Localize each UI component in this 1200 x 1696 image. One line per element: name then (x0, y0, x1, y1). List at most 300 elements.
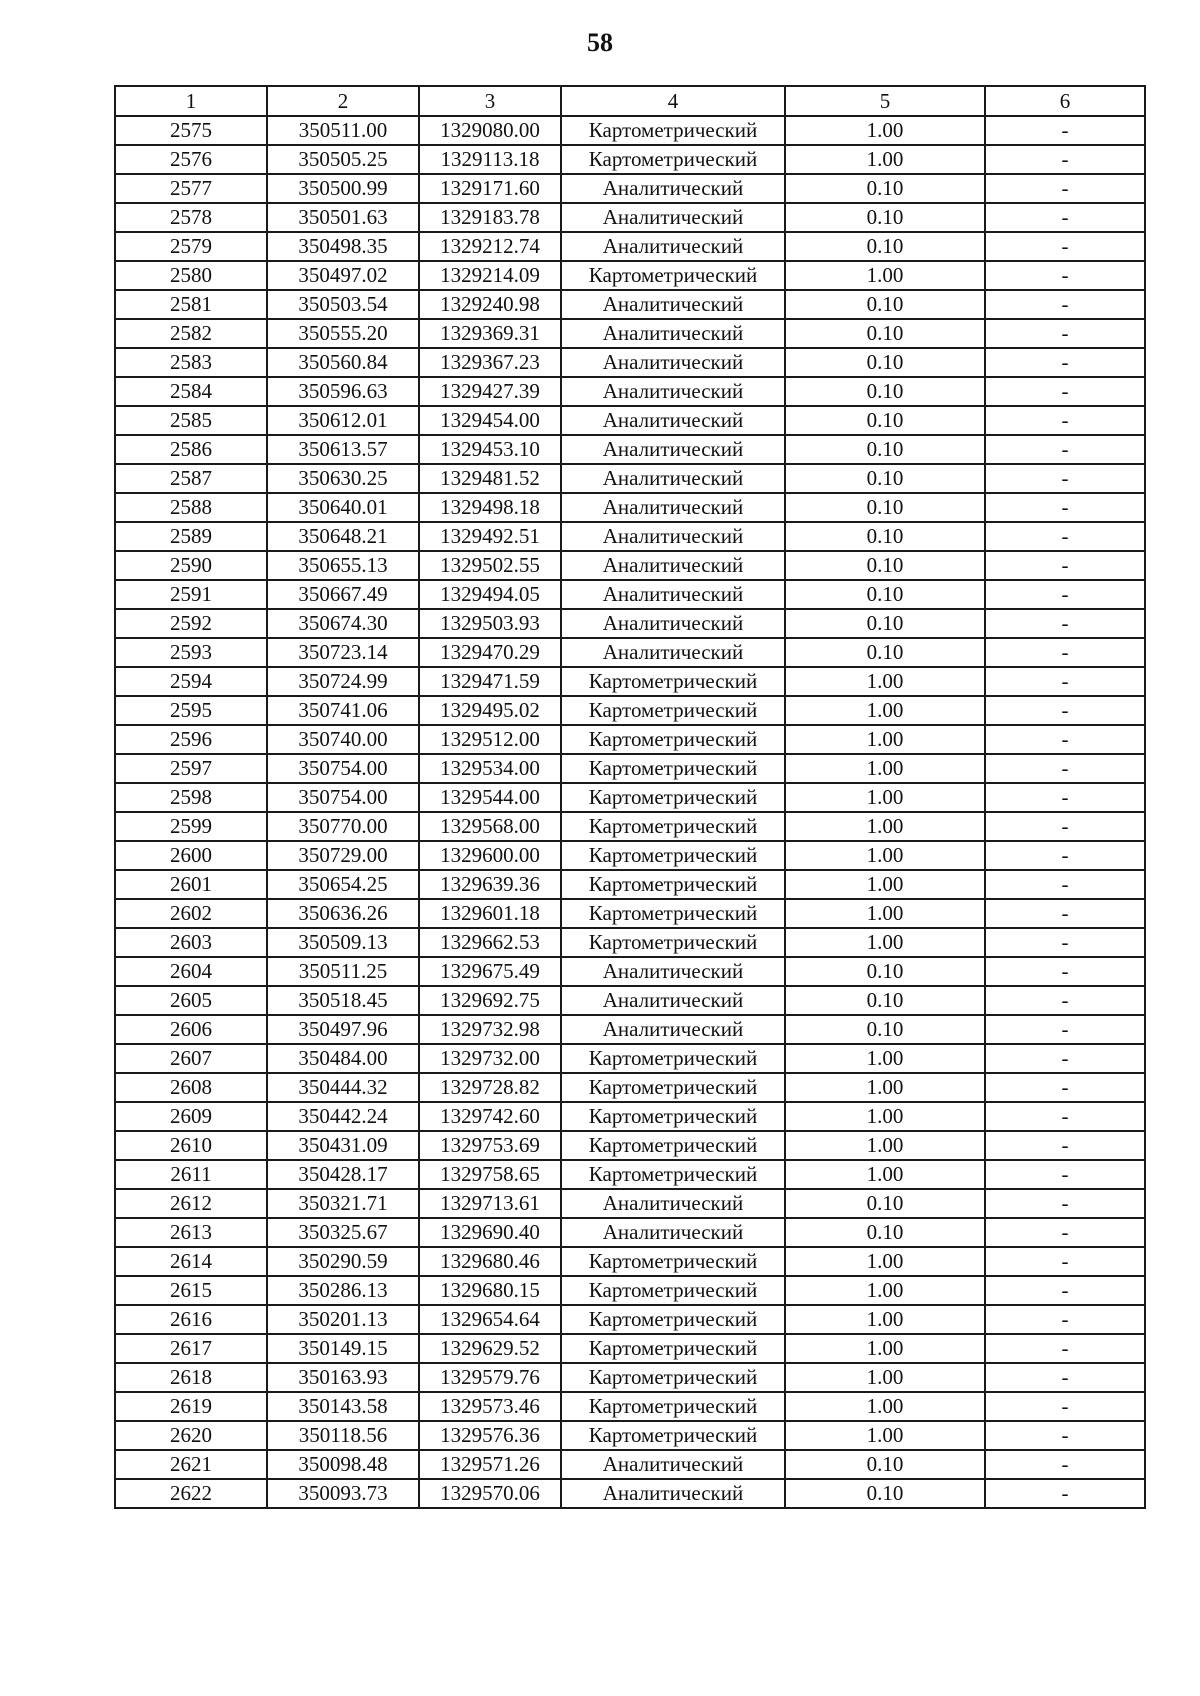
y-coordinate-cell: 1329212.74 (419, 232, 561, 261)
x-coordinate-cell: 350143.58 (267, 1392, 419, 1421)
y-coordinate-cell: 1329571.26 (419, 1450, 561, 1479)
point-number-cell: 2613 (115, 1218, 267, 1247)
x-coordinate-cell: 350321.71 (267, 1189, 419, 1218)
y-coordinate-cell: 1329214.09 (419, 261, 561, 290)
x-coordinate-cell: 350201.13 (267, 1305, 419, 1334)
y-coordinate-cell: 1329690.40 (419, 1218, 561, 1247)
table-row (115, 580, 1145, 609)
note-cell: - (985, 1479, 1145, 1508)
method-cell: Картометрический (561, 1363, 785, 1392)
point-number-cell: 2575 (115, 116, 267, 145)
table-row (115, 493, 1145, 522)
point-number-cell: 2603 (115, 928, 267, 957)
y-coordinate-cell: 1329495.02 (419, 696, 561, 725)
point-number-cell: 2581 (115, 290, 267, 319)
x-coordinate-cell: 350667.49 (267, 580, 419, 609)
point-number-cell: 2602 (115, 899, 267, 928)
table-row (115, 406, 1145, 435)
point-number-cell: 2578 (115, 203, 267, 232)
accuracy-cell: 1.00 (785, 754, 985, 783)
method-cell: Картометрический (561, 261, 785, 290)
table-row (115, 1334, 1145, 1363)
note-cell: - (985, 319, 1145, 348)
x-coordinate-cell: 350612.01 (267, 406, 419, 435)
method-cell: Картометрический (561, 754, 785, 783)
accuracy-cell: 0.10 (785, 580, 985, 609)
table-row (115, 1218, 1145, 1247)
y-coordinate-cell: 1329692.75 (419, 986, 561, 1015)
note-cell: - (985, 1450, 1145, 1479)
accuracy-cell: 0.10 (785, 464, 985, 493)
method-cell: Аналитический (561, 1450, 785, 1479)
method-cell: Картометрический (561, 928, 785, 957)
x-coordinate-cell: 350636.26 (267, 899, 419, 928)
x-coordinate-cell: 350163.93 (267, 1363, 419, 1392)
point-number-cell: 2598 (115, 783, 267, 812)
table-row (115, 1247, 1145, 1276)
point-number-cell: 2611 (115, 1160, 267, 1189)
table-row (115, 812, 1145, 841)
point-number-cell: 2621 (115, 1450, 267, 1479)
method-cell: Картометрический (561, 145, 785, 174)
point-number-cell: 2620 (115, 1421, 267, 1450)
method-cell: Аналитический (561, 493, 785, 522)
y-coordinate-cell: 1329728.82 (419, 1073, 561, 1102)
note-cell: - (985, 1131, 1145, 1160)
y-coordinate-cell: 1329367.23 (419, 348, 561, 377)
accuracy-cell: 1.00 (785, 841, 985, 870)
table-row (115, 435, 1145, 464)
note-cell: - (985, 609, 1145, 638)
table-row (115, 290, 1145, 319)
y-coordinate-cell: 1329454.00 (419, 406, 561, 435)
accuracy-cell: 1.00 (785, 696, 985, 725)
point-number-cell: 2589 (115, 522, 267, 551)
method-cell: Аналитический (561, 203, 785, 232)
table-row (115, 870, 1145, 899)
x-coordinate-cell: 350723.14 (267, 638, 419, 667)
note-cell: - (985, 1015, 1145, 1044)
accuracy-cell: 1.00 (785, 116, 985, 145)
note-cell: - (985, 1334, 1145, 1363)
table-row (115, 783, 1145, 812)
note-cell: - (985, 841, 1145, 870)
method-cell: Картометрический (561, 1160, 785, 1189)
x-coordinate-cell: 350484.00 (267, 1044, 419, 1073)
table-row (115, 348, 1145, 377)
note-cell: - (985, 1363, 1145, 1392)
x-coordinate-cell: 350509.13 (267, 928, 419, 957)
accuracy-cell: 1.00 (785, 899, 985, 928)
method-cell: Аналитический (561, 580, 785, 609)
y-coordinate-cell: 1329453.10 (419, 435, 561, 464)
header-cell: 6 (985, 86, 1145, 116)
table-row (115, 1189, 1145, 1218)
table-row (115, 899, 1145, 928)
y-coordinate-cell: 1329494.05 (419, 580, 561, 609)
y-coordinate-cell: 1329732.00 (419, 1044, 561, 1073)
x-coordinate-cell: 350518.45 (267, 986, 419, 1015)
point-number-cell: 2579 (115, 232, 267, 261)
x-coordinate-cell: 350442.24 (267, 1102, 419, 1131)
table-row (115, 696, 1145, 725)
y-coordinate-cell: 1329080.00 (419, 116, 561, 145)
table-row (115, 1450, 1145, 1479)
table-row (115, 116, 1145, 145)
table-row (115, 928, 1145, 957)
point-number-cell: 2596 (115, 725, 267, 754)
note-cell: - (985, 1305, 1145, 1334)
header-cell: 3 (419, 86, 561, 116)
y-coordinate-cell: 1329240.98 (419, 290, 561, 319)
note-cell: - (985, 145, 1145, 174)
point-number-cell: 2615 (115, 1276, 267, 1305)
point-number-cell: 2601 (115, 870, 267, 899)
accuracy-cell: 1.00 (785, 667, 985, 696)
x-coordinate-cell: 350118.56 (267, 1421, 419, 1450)
x-coordinate-cell: 350149.15 (267, 1334, 419, 1363)
accuracy-cell: 1.00 (785, 812, 985, 841)
method-cell: Картометрический (561, 783, 785, 812)
point-number-cell: 2586 (115, 435, 267, 464)
header-cell: 2 (267, 86, 419, 116)
table-row (115, 1276, 1145, 1305)
point-number-cell: 2591 (115, 580, 267, 609)
x-coordinate-cell: 350500.99 (267, 174, 419, 203)
table-row (115, 551, 1145, 580)
table-row (115, 1392, 1145, 1421)
method-cell: Картометрический (561, 1131, 785, 1160)
y-coordinate-cell: 1329639.36 (419, 870, 561, 899)
accuracy-cell: 0.10 (785, 203, 985, 232)
point-number-cell: 2592 (115, 609, 267, 638)
accuracy-cell: 1.00 (785, 1073, 985, 1102)
accuracy-cell: 1.00 (785, 725, 985, 754)
accuracy-cell: 0.10 (785, 319, 985, 348)
accuracy-cell: 1.00 (785, 783, 985, 812)
x-coordinate-cell: 350654.25 (267, 870, 419, 899)
method-cell: Аналитический (561, 174, 785, 203)
table-body (115, 116, 1145, 1508)
table-row (115, 261, 1145, 290)
x-coordinate-cell: 350740.00 (267, 725, 419, 754)
accuracy-cell: 0.10 (785, 1015, 985, 1044)
method-cell: Картометрический (561, 812, 785, 841)
x-coordinate-cell: 350655.13 (267, 551, 419, 580)
y-coordinate-cell: 1329471.59 (419, 667, 561, 696)
point-number-cell: 2610 (115, 1131, 267, 1160)
accuracy-cell: 0.10 (785, 1479, 985, 1508)
method-cell: Картометрический (561, 1073, 785, 1102)
note-cell: - (985, 899, 1145, 928)
y-coordinate-cell: 1329753.69 (419, 1131, 561, 1160)
point-number-cell: 2599 (115, 812, 267, 841)
point-number-cell: 2616 (115, 1305, 267, 1334)
x-coordinate-cell: 350555.20 (267, 319, 419, 348)
point-number-cell: 2588 (115, 493, 267, 522)
method-cell: Картометрический (561, 667, 785, 696)
note-cell: - (985, 638, 1145, 667)
point-number-cell: 2614 (115, 1247, 267, 1276)
table-row (115, 464, 1145, 493)
accuracy-cell: 1.00 (785, 1131, 985, 1160)
accuracy-cell: 0.10 (785, 551, 985, 580)
y-coordinate-cell: 1329675.49 (419, 957, 561, 986)
accuracy-cell: 0.10 (785, 1189, 985, 1218)
note-cell: - (985, 928, 1145, 957)
y-coordinate-cell: 1329171.60 (419, 174, 561, 203)
header-cell: 5 (785, 86, 985, 116)
x-coordinate-cell: 350630.25 (267, 464, 419, 493)
accuracy-cell: 0.10 (785, 435, 985, 464)
method-cell: Картометрический (561, 1044, 785, 1073)
x-coordinate-cell: 350325.67 (267, 1218, 419, 1247)
point-number-cell: 2580 (115, 261, 267, 290)
y-coordinate-cell: 1329502.55 (419, 551, 561, 580)
note-cell: - (985, 435, 1145, 464)
method-cell: Аналитический (561, 1218, 785, 1247)
x-coordinate-cell: 350754.00 (267, 754, 419, 783)
note-cell: - (985, 667, 1145, 696)
x-coordinate-cell: 350290.59 (267, 1247, 419, 1276)
point-number-cell: 2622 (115, 1479, 267, 1508)
method-cell: Аналитический (561, 377, 785, 406)
accuracy-cell: 0.10 (785, 406, 985, 435)
table-row (115, 145, 1145, 174)
note-cell: - (985, 1421, 1145, 1450)
method-cell: Картометрический (561, 1305, 785, 1334)
method-cell: Аналитический (561, 348, 785, 377)
point-number-cell: 2617 (115, 1334, 267, 1363)
method-cell: Картометрический (561, 1247, 785, 1276)
note-cell: - (985, 261, 1145, 290)
x-coordinate-cell: 350503.54 (267, 290, 419, 319)
header-cell: 4 (561, 86, 785, 116)
point-number-cell: 2597 (115, 754, 267, 783)
method-cell: Картометрический (561, 696, 785, 725)
x-coordinate-cell: 350648.21 (267, 522, 419, 551)
point-number-cell: 2608 (115, 1073, 267, 1102)
x-coordinate-cell: 350729.00 (267, 841, 419, 870)
accuracy-cell: 1.00 (785, 145, 985, 174)
y-coordinate-cell: 1329534.00 (419, 754, 561, 783)
table-row (115, 841, 1145, 870)
x-coordinate-cell: 350431.09 (267, 1131, 419, 1160)
x-coordinate-cell: 350741.06 (267, 696, 419, 725)
x-coordinate-cell: 350754.00 (267, 783, 419, 812)
point-number-cell: 2587 (115, 464, 267, 493)
note-cell: - (985, 116, 1145, 145)
note-cell: - (985, 406, 1145, 435)
note-cell: - (985, 232, 1145, 261)
x-coordinate-cell: 350501.63 (267, 203, 419, 232)
method-cell: Картометрический (561, 841, 785, 870)
y-coordinate-cell: 1329498.18 (419, 493, 561, 522)
y-coordinate-cell: 1329503.93 (419, 609, 561, 638)
table-row (115, 377, 1145, 406)
method-cell: Картометрический (561, 1334, 785, 1363)
accuracy-cell: 1.00 (785, 1160, 985, 1189)
note-cell: - (985, 957, 1145, 986)
note-cell: - (985, 783, 1145, 812)
y-coordinate-cell: 1329570.06 (419, 1479, 561, 1508)
method-cell: Аналитический (561, 638, 785, 667)
point-number-cell: 2604 (115, 957, 267, 986)
x-coordinate-cell: 350724.99 (267, 667, 419, 696)
y-coordinate-cell: 1329573.46 (419, 1392, 561, 1421)
x-coordinate-cell: 350674.30 (267, 609, 419, 638)
note-cell: - (985, 696, 1145, 725)
accuracy-cell: 1.00 (785, 1392, 985, 1421)
x-coordinate-cell: 350596.63 (267, 377, 419, 406)
method-cell: Аналитический (561, 957, 785, 986)
note-cell: - (985, 348, 1145, 377)
point-number-cell: 2593 (115, 638, 267, 667)
x-coordinate-cell: 350560.84 (267, 348, 419, 377)
note-cell: - (985, 1044, 1145, 1073)
table-row (115, 667, 1145, 696)
point-number-cell: 2618 (115, 1363, 267, 1392)
point-number-cell: 2605 (115, 986, 267, 1015)
note-cell: - (985, 1392, 1145, 1421)
table-row (115, 986, 1145, 1015)
accuracy-cell: 1.00 (785, 261, 985, 290)
accuracy-cell: 0.10 (785, 348, 985, 377)
note-cell: - (985, 1160, 1145, 1189)
x-coordinate-cell: 350286.13 (267, 1276, 419, 1305)
y-coordinate-cell: 1329568.00 (419, 812, 561, 841)
y-coordinate-cell: 1329662.53 (419, 928, 561, 957)
y-coordinate-cell: 1329654.64 (419, 1305, 561, 1334)
y-coordinate-cell: 1329732.98 (419, 1015, 561, 1044)
x-coordinate-cell: 350511.25 (267, 957, 419, 986)
method-cell: Аналитический (561, 319, 785, 348)
point-number-cell: 2594 (115, 667, 267, 696)
table-row (115, 638, 1145, 667)
table-header (115, 86, 1145, 116)
table-row (115, 957, 1145, 986)
method-cell: Аналитический (561, 1189, 785, 1218)
note-cell: - (985, 1073, 1145, 1102)
point-number-cell: 2606 (115, 1015, 267, 1044)
note-cell: - (985, 464, 1145, 493)
x-coordinate-cell: 350511.00 (267, 116, 419, 145)
accuracy-cell: 0.10 (785, 290, 985, 319)
table-row (115, 1363, 1145, 1392)
y-coordinate-cell: 1329492.51 (419, 522, 561, 551)
method-cell: Аналитический (561, 406, 785, 435)
table-row (115, 609, 1145, 638)
table-row (115, 1479, 1145, 1508)
method-cell: Картометрический (561, 116, 785, 145)
accuracy-cell: 0.10 (785, 986, 985, 1015)
accuracy-cell: 1.00 (785, 1363, 985, 1392)
point-number-cell: 2595 (115, 696, 267, 725)
note-cell: - (985, 377, 1145, 406)
x-coordinate-cell: 350497.02 (267, 261, 419, 290)
accuracy-cell: 0.10 (785, 174, 985, 203)
table-row (115, 754, 1145, 783)
note-cell: - (985, 1247, 1145, 1276)
table-row (115, 174, 1145, 203)
note-cell: - (985, 1276, 1145, 1305)
point-number-cell: 2576 (115, 145, 267, 174)
x-coordinate-cell: 350093.73 (267, 1479, 419, 1508)
y-coordinate-cell: 1329427.39 (419, 377, 561, 406)
y-coordinate-cell: 1329576.36 (419, 1421, 561, 1450)
x-coordinate-cell: 350098.48 (267, 1450, 419, 1479)
method-cell: Аналитический (561, 1479, 785, 1508)
point-number-cell: 2607 (115, 1044, 267, 1073)
method-cell: Аналитический (561, 986, 785, 1015)
method-cell: Картометрический (561, 725, 785, 754)
x-coordinate-cell: 350505.25 (267, 145, 419, 174)
table-row (115, 1131, 1145, 1160)
table-row (115, 1305, 1145, 1334)
note-cell: - (985, 1218, 1145, 1247)
accuracy-cell: 0.10 (785, 609, 985, 638)
method-cell: Картометрический (561, 870, 785, 899)
note-cell: - (985, 870, 1145, 899)
point-number-cell: 2584 (115, 377, 267, 406)
accuracy-cell: 0.10 (785, 638, 985, 667)
note-cell: - (985, 493, 1145, 522)
table-row (115, 725, 1145, 754)
method-cell: Аналитический (561, 435, 785, 464)
x-coordinate-cell: 350428.17 (267, 1160, 419, 1189)
y-coordinate-cell: 1329680.15 (419, 1276, 561, 1305)
point-number-cell: 2600 (115, 841, 267, 870)
note-cell: - (985, 1189, 1145, 1218)
table-row (115, 522, 1145, 551)
accuracy-cell: 1.00 (785, 928, 985, 957)
x-coordinate-cell: 350640.01 (267, 493, 419, 522)
point-number-cell: 2609 (115, 1102, 267, 1131)
note-cell: - (985, 754, 1145, 783)
accuracy-cell: 1.00 (785, 1334, 985, 1363)
accuracy-cell: 0.10 (785, 522, 985, 551)
accuracy-cell: 1.00 (785, 1044, 985, 1073)
y-coordinate-cell: 1329544.00 (419, 783, 561, 812)
coordinates-table (114, 85, 1146, 1509)
method-cell: Аналитический (561, 464, 785, 493)
method-cell: Аналитический (561, 551, 785, 580)
accuracy-cell: 0.10 (785, 232, 985, 261)
table-row (115, 1044, 1145, 1073)
table-row (115, 232, 1145, 261)
method-cell: Аналитический (561, 609, 785, 638)
accuracy-cell: 1.00 (785, 1276, 985, 1305)
y-coordinate-cell: 1329742.60 (419, 1102, 561, 1131)
note-cell: - (985, 290, 1145, 319)
point-number-cell: 2583 (115, 348, 267, 377)
note-cell: - (985, 551, 1145, 580)
accuracy-cell: 0.10 (785, 1218, 985, 1247)
method-cell: Картометрический (561, 1276, 785, 1305)
method-cell: Картометрический (561, 1421, 785, 1450)
table-row (115, 203, 1145, 232)
note-cell: - (985, 1102, 1145, 1131)
method-cell: Картометрический (561, 1102, 785, 1131)
accuracy-cell: 1.00 (785, 1102, 985, 1131)
y-coordinate-cell: 1329680.46 (419, 1247, 561, 1276)
y-coordinate-cell: 1329579.76 (419, 1363, 561, 1392)
page-number: 58 (587, 28, 613, 57)
y-coordinate-cell: 1329113.18 (419, 145, 561, 174)
y-coordinate-cell: 1329481.52 (419, 464, 561, 493)
y-coordinate-cell: 1329470.29 (419, 638, 561, 667)
y-coordinate-cell: 1329183.78 (419, 203, 561, 232)
